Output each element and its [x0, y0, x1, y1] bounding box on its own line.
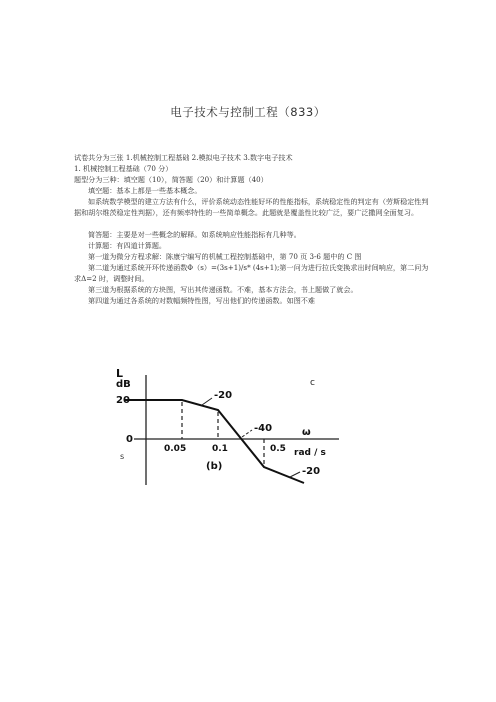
left-unit-s: s [120, 452, 125, 461]
y-tick-0: 0 [126, 434, 133, 445]
x-axis-unit: rad / s [294, 448, 326, 458]
figure-caption: (b) [206, 461, 223, 472]
question-types-line: 题型分为三种：填空题（10），简答题（20）和计算题（40） [74, 175, 268, 184]
calculation-q1: 第一道为微分方程求解：陈康宁编写的机械工程控制基础中，第 70 页 3-6 题中的 C 图 [88, 252, 362, 261]
axis-label-L: L [116, 367, 124, 380]
slope-label-3: -20 [302, 466, 321, 477]
y-tick-20: 20 [116, 395, 130, 406]
calculation-q4: 第四道为通过各系统的对数幅频特性图，写出他们的传递函数。如图不难 [88, 296, 315, 305]
axis-label-dB: dB [116, 379, 131, 390]
calculation-intro: 计算题：有四道计算题。 [88, 241, 167, 250]
slope-label-2: -40 [254, 423, 273, 434]
x-axis-omega: ω [302, 427, 311, 438]
page-title: 电子技术与控制工程（833） [170, 105, 326, 119]
exam-structure-line: 试卷共分为三张 1.机械控制工程基础 2.模拟电子技术 3.数字电子技术 [74, 153, 293, 162]
x-tick-0-5: 0.5 [270, 444, 286, 454]
slope-leader-2 [242, 430, 252, 437]
bode-magnitude-figure [114, 365, 354, 490]
short-answer-line: 简答题：主要是对一些概念的解释。如系统响应性能指标有几种等。 [88, 230, 301, 239]
x-tick-0-1: 0.1 [212, 444, 228, 454]
fill-blank-intro: 填空题：基本上都是一些基本概念。 [88, 186, 202, 195]
x-tick-0-05: 0.05 [164, 444, 187, 454]
calculation-q3: 第三道为根据系统的方块图，写出其传递函数。不难，基本方法会，书上题做了就会。 [88, 285, 358, 294]
slope-leader-1 [202, 398, 212, 405]
fill-blank-detail: 如系统数学模型的建立方法有什么，评价系统动态性能好坏的性能指标，系统稳定性的判定有（劳斯稳定性判据和胡尔维茨稳定性判据），还有频率特性的一些简单概念。此题就是覆盖性比较广泛，要广泛撒网全面复习。 [74, 197, 429, 217]
calculation-q2: 第二道为通过系统开环传递函数Φ（s）=(3s+1)/s* (4s+1);第一问为进行拉氏变换求出时间响应，第二问为求Δ=2 时，调整时间。 [74, 263, 429, 283]
corner-mark: c [310, 378, 315, 388]
slope-label-1: -20 [214, 390, 233, 401]
slope-leader-3 [290, 472, 300, 477]
section-heading: 1. 机械控制工程基础（70 分） [74, 164, 173, 173]
